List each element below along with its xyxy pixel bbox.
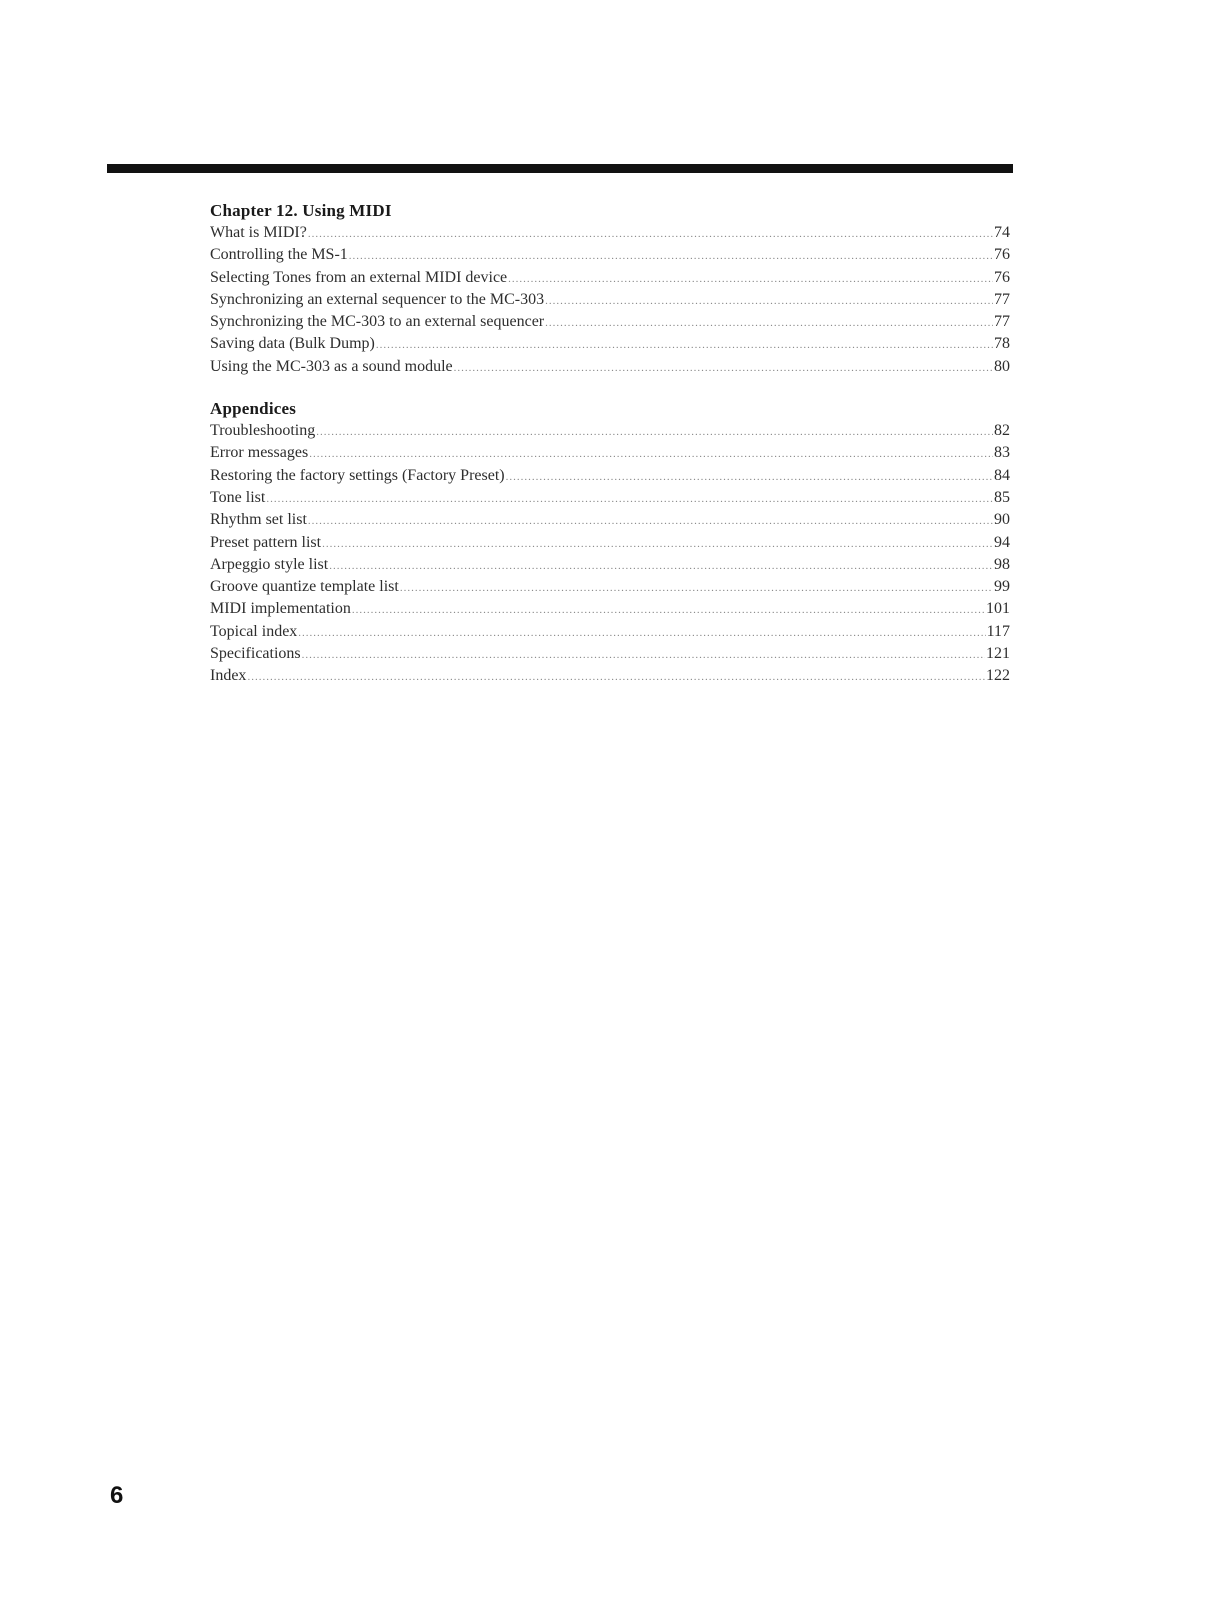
dot-leader [506,466,993,488]
toc-entry-page: 77 [994,313,1010,331]
toc-entry-title: Saving data (Bulk Dump) [210,335,375,353]
toc-entry-page: 80 [994,357,1010,375]
toc-entry-title: Groove quantize template list [210,578,399,596]
toc-entry[interactable] [210,554,1010,576]
toc-entry-title: Error messages [210,444,309,462]
toc-entry-page: 122 [986,667,1010,685]
dot-leader [508,268,993,290]
toc-entry[interactable] [210,621,1010,643]
toc-section-appendices [210,398,1010,688]
toc-entry[interactable] [210,311,1010,333]
toc-entry-page: 99 [994,578,1010,596]
toc-entry-page: 101 [986,600,1010,618]
dot-leader [309,443,993,465]
dot-leader [454,357,993,379]
toc-entry[interactable] [210,465,1010,487]
toc-entry-page: 83 [994,444,1010,462]
toc-entry-title: Rhythm set list [210,511,307,529]
dot-leader [316,421,993,443]
toc-entry-page: 90 [994,511,1010,529]
dot-leader [329,555,993,577]
toc-entry-page: 85 [994,488,1010,506]
toc-entry-title: Tone list [210,488,266,506]
toc-entry[interactable] [210,289,1010,311]
section-heading: Appendices [210,399,297,419]
toc-entry-page: 94 [994,533,1010,551]
toc-entry[interactable] [210,333,1010,355]
toc-entry-page: 98 [994,555,1010,573]
dot-leader [376,334,993,356]
dot-leader [545,290,993,312]
toc-entry[interactable] [210,643,1010,665]
dot-leader [308,223,993,245]
toc-entry-title: Controlling the MS-1 [210,246,348,264]
toc-section-chapter-12 [210,200,1010,378]
toc-entry-title: Synchronizing the MC-303 to an external sequencer [210,313,545,331]
toc-entry-title: Restoring the factory settings (Factory Preset) [210,466,505,484]
dot-leader [308,510,993,532]
toc-entry[interactable] [210,267,1010,289]
dot-leader [352,599,985,621]
dot-leader [298,622,985,644]
toc-entry[interactable] [210,532,1010,554]
toc-entry[interactable] [210,244,1010,266]
toc-entry-title: Arpeggio style list [210,555,329,573]
toc-entry-title: Specifications [210,645,301,663]
top-rule [107,164,1013,173]
toc-entry-title: Using the MC-303 as a sound module [210,357,453,375]
dot-leader [322,533,993,555]
dot-leader [545,312,993,334]
toc-entry[interactable] [210,509,1010,531]
toc-entry-page: 77 [994,290,1010,308]
dot-leader [302,644,985,666]
toc-entry[interactable] [210,356,1010,378]
page-number: 6 [110,1482,124,1509]
toc-entry-page: 84 [994,466,1010,484]
toc-entry[interactable] [210,598,1010,620]
toc-entry[interactable] [210,420,1010,442]
toc-entry-title: Synchronizing an external sequencer to the MC-303 [210,290,545,308]
dot-leader [349,245,993,267]
toc-entry-page: 117 [986,622,1010,640]
toc-entry-title: Index [210,667,247,685]
toc-entry-page: 76 [994,268,1010,286]
toc-entry-title: What is MIDI? [210,224,307,241]
toc-entry-page: 76 [994,246,1010,264]
toc-entry[interactable] [210,487,1010,509]
dot-leader [400,577,993,599]
toc-entry-title: Selecting Tones from an external MIDI device [210,268,508,286]
dot-leader [266,488,993,510]
toc-entry-page: 82 [994,422,1010,440]
toc-entry-title: Topical index [210,622,298,640]
table-of-contents [210,200,1010,688]
toc-entry-title: MIDI implementation [210,600,351,618]
toc-entry-page: 78 [994,335,1010,353]
toc-entry[interactable] [210,222,1010,244]
dot-leader [247,666,985,688]
toc-entry[interactable] [210,665,1010,687]
toc-entry-title: Preset pattern list [210,533,322,551]
toc-entry-page: 74 [994,224,1010,241]
toc-entry-title: Troubleshooting [210,422,316,440]
toc-entry[interactable] [210,442,1010,464]
toc-entry[interactable] [210,576,1010,598]
section-heading: Chapter 12. Using MIDI [210,201,392,220]
toc-entry-page: 121 [986,645,1010,663]
